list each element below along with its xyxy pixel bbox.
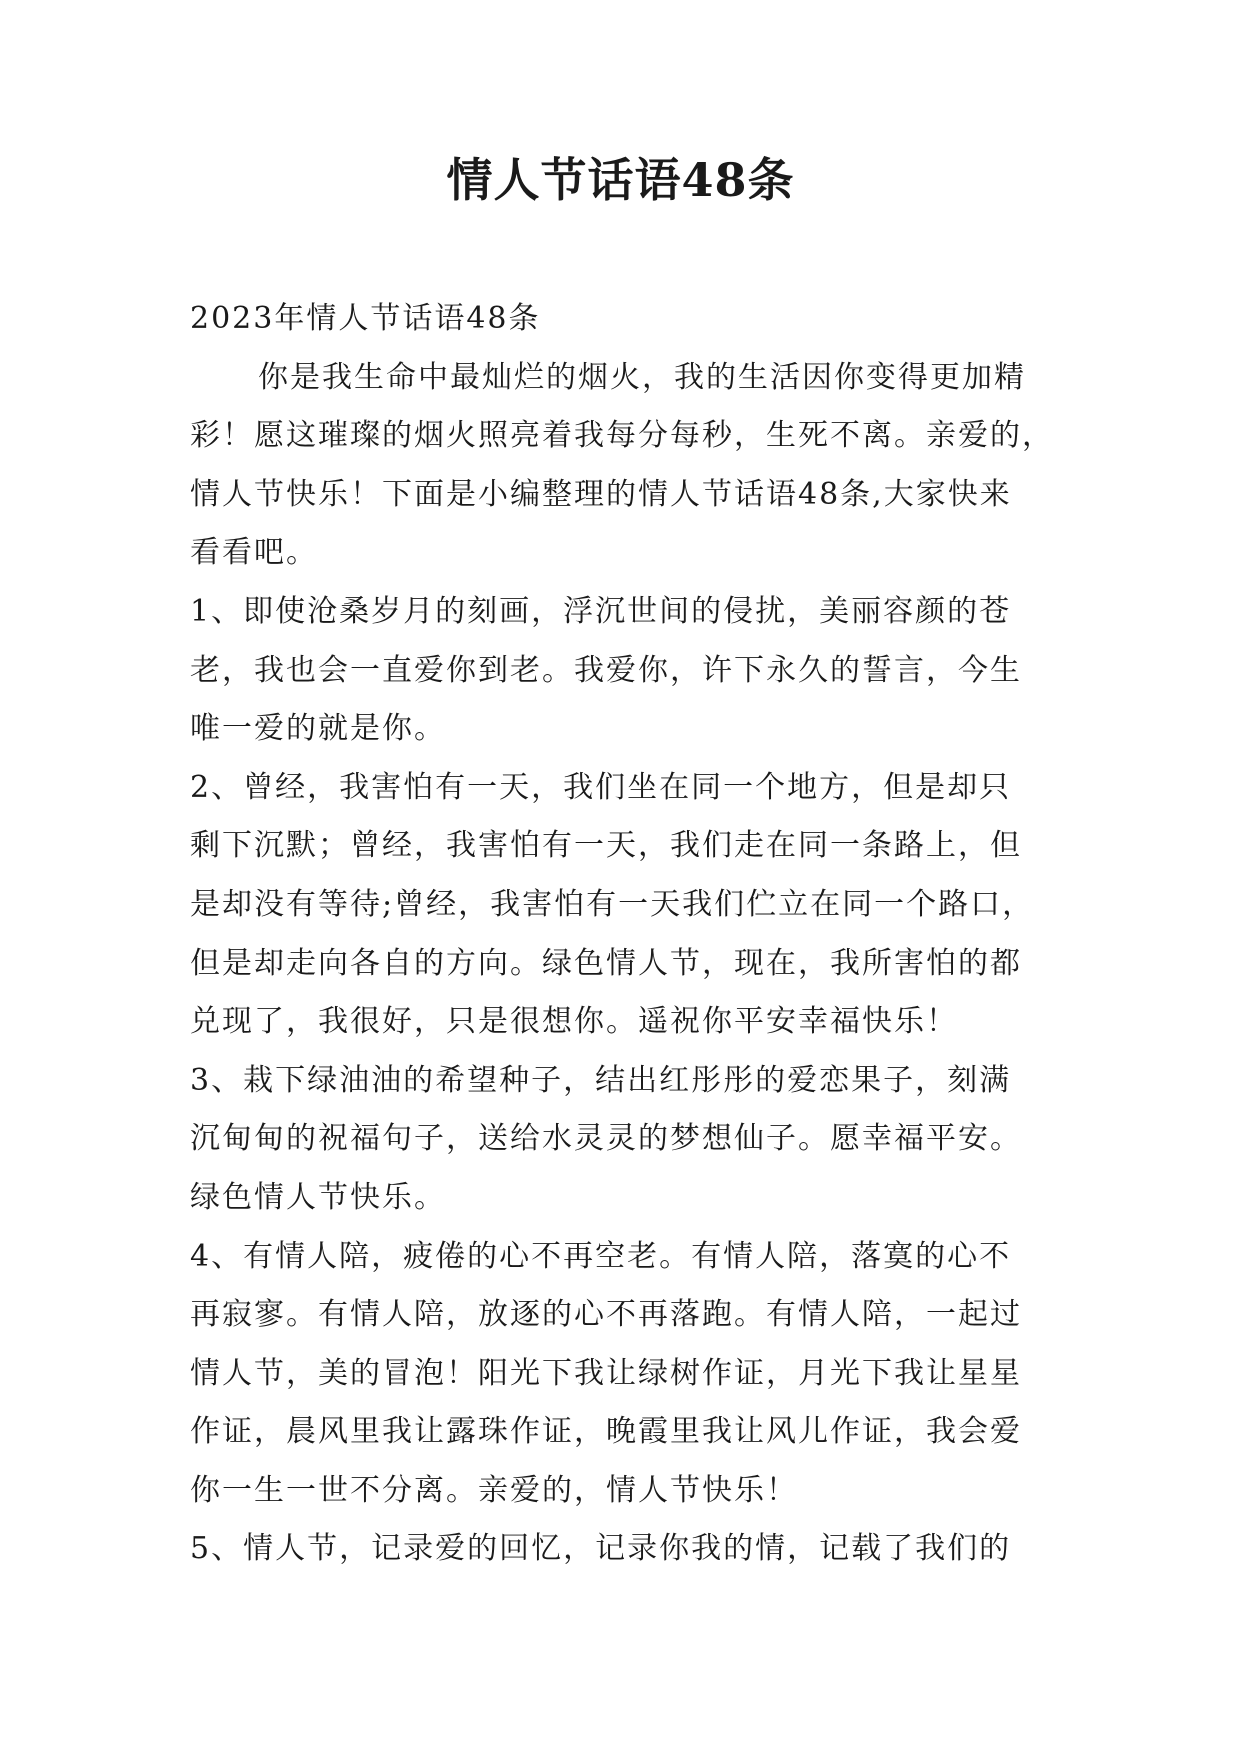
item-2-line: 剩下沉默；曾经，我害怕有一天，我们走在同一条路上，但 — [190, 828, 1022, 864]
document-body — [190, 290, 1070, 1579]
intro-line: 看看吧。 — [190, 535, 318, 571]
document-subtitle: 2023年情人节话语48条 — [190, 301, 541, 336]
item-2-line: 是却没有等待;曾经，我害怕有一天我们伫立在同一个路口， — [190, 886, 1035, 922]
intro-line: 你是我生命中最灿烂的烟火，我的生活因你变得更加精 — [258, 359, 1026, 395]
item-1-line: 老，我也会一直爱你到老。我爱你，许下永久的誓言，今生 — [190, 652, 1022, 688]
page-title: 情人节话语48条 — [446, 153, 795, 207]
item-2-line: 兑现了，我很好，只是很想你。遥祝你平安幸福快乐！ — [190, 1004, 958, 1040]
item-3-line: 绿色情人节快乐。 — [190, 1179, 446, 1215]
item-4-line: 4、有情人陪，疲倦的心不再空老。有情人陪，落寞的心不 — [190, 1238, 1012, 1274]
item-3-line: 沉甸甸的祝福句子，送给水灵灵的梦想仙子。愿幸福平安。 — [190, 1121, 1022, 1157]
item-4-line: 你一生一世不分离。亲爱的，情人节快乐！ — [190, 1472, 798, 1508]
item-4-line: 情人节，美的冒泡！阳光下我让绿树作证，月光下我让星星 — [190, 1355, 1022, 1391]
item-5-line: 5、情人节，记录爱的回忆，记录你我的情，记载了我们的 — [190, 1531, 1012, 1567]
item-1-line: 1、即使沧桑岁月的刻画，浮沉世间的侵扰，美丽容颜的苍 — [190, 593, 1012, 629]
intro-line: 情人节快乐！下面是小编整理的情人节话语48条,大家快来 — [190, 476, 1012, 512]
item-3-line: 3、栽下绿油油的希望种子，结出红彤彤的爱恋果子，刻满 — [190, 1062, 1012, 1098]
item-2-line: 2、曾经，我害怕有一天，我们坐在同一个地方，但是却只 — [190, 769, 1012, 805]
item-2-line: 但是却走向各自的方向。绿色情人节，现在，我所害怕的都 — [190, 945, 1022, 981]
item-4-line: 再寂寥。有情人陪，放逐的心不再落跑。有情人陪，一起过 — [190, 1297, 1022, 1333]
item-4-line: 作证，晨风里我让露珠作证，晚霞里我让风儿作证，我会爱 — [190, 1414, 1022, 1450]
item-1-line: 唯一爱的就是你。 — [190, 711, 446, 747]
intro-line: 彩！愿这璀璨的烟火照亮着我每分每秒，生死不离。亲爱的， — [190, 418, 1054, 454]
